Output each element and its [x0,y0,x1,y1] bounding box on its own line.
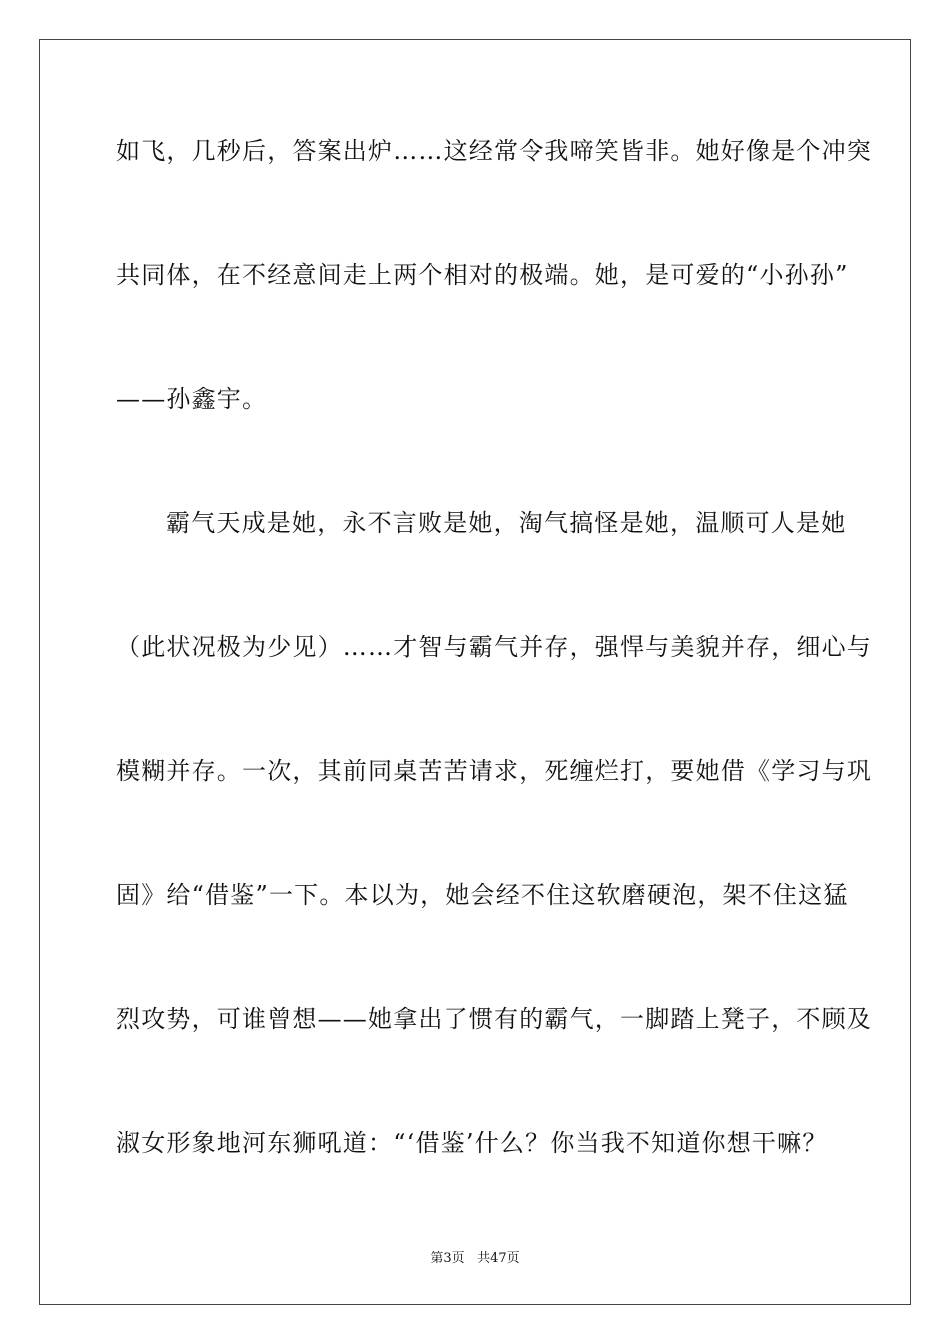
page-footer [0,1247,950,1266]
text-line-1: 如飞，几秒后，答案出炉……这经常令我啼笑皆非。她好像是个冲突 [116,137,872,165]
text-line-9: 淑女形象地河东狮吼道：“‘借鉴’什么？你当我不知道你想干嘛？ [116,1129,828,1157]
page-total: 共47页 [477,1251,520,1266]
text-line-5: （此状况极为少见）……才智与霸气并存，强悍与美貌并存，细心与 [116,633,872,661]
text-line-8: 烈攻势，可谁曾想——她拿出了惯有的霸气，一脚踏上凳子，不顾及 [116,1005,872,1033]
text-line-7: 固》给“借鉴”一下。本以为，她会经不住这软磨硬泡，架不住这猛 [116,881,849,909]
page-border [39,39,911,1305]
page-number: 第3页 [430,1251,465,1266]
text-line-6: 模糊并存。一次，其前同桌苦苦请求，死缠烂打，要她借《学习与巩 [116,757,872,785]
text-line-2: 共同体，在不经意间走上两个相对的极端。她，是可爱的“小孙孙” [116,261,849,289]
text-line-4: 霸气天成是她，永不言败是她，淘气搞怪是她，温顺可人是她 [166,509,847,537]
text-line-3: ——孙鑫宇。 [116,385,268,413]
